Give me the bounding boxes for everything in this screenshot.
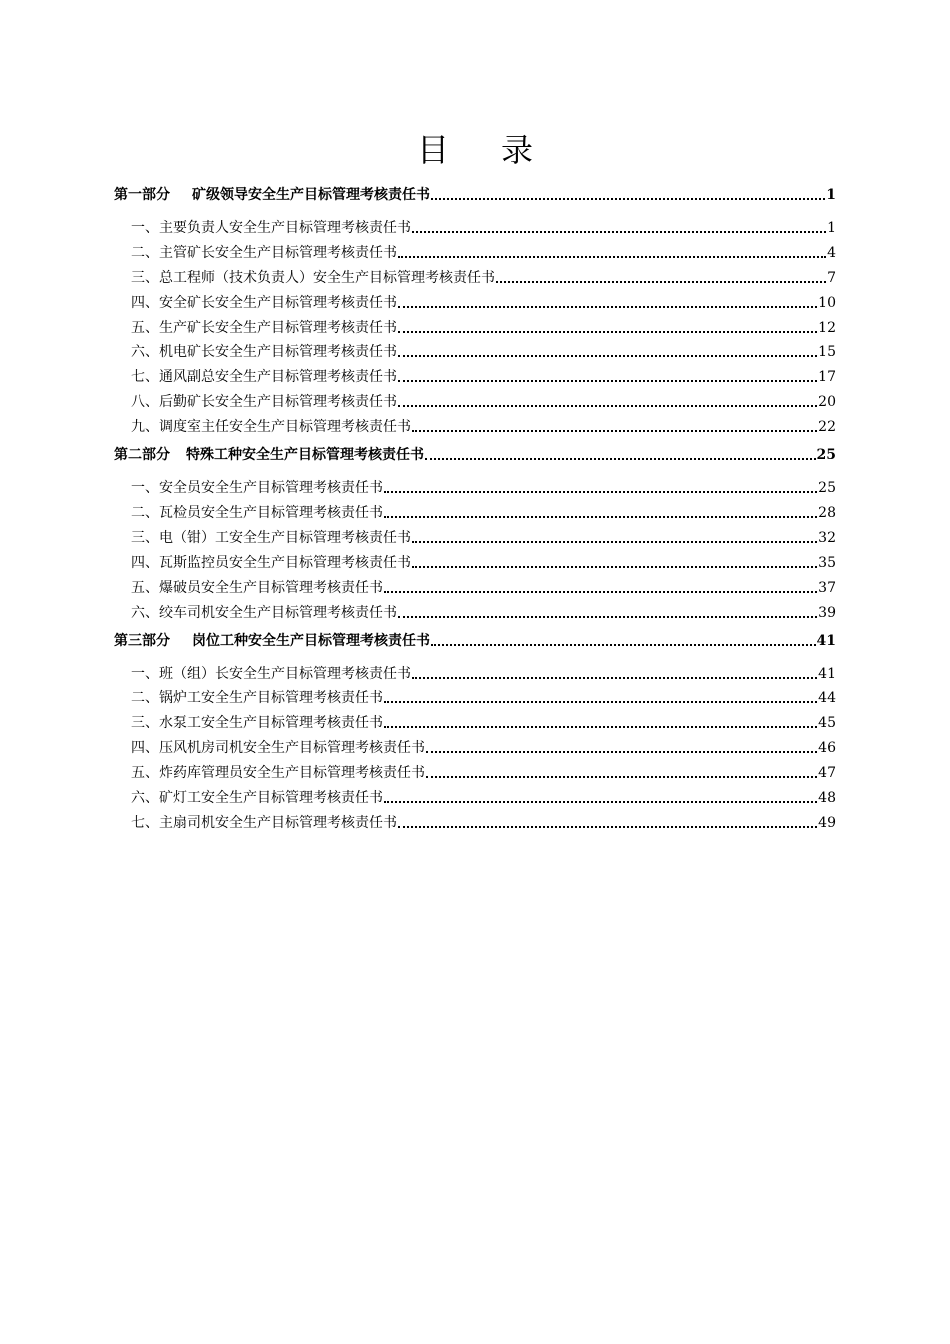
item-number: 二、 — [131, 505, 159, 522]
toc-item[interactable] — [114, 342, 836, 362]
page-number: 1 — [826, 187, 836, 203]
toc-item[interactable] — [114, 763, 836, 783]
toc-part-2[interactable] — [114, 445, 836, 465]
dot-leader — [398, 826, 817, 828]
toc-item[interactable] — [114, 738, 836, 758]
item-number: 七、 — [131, 369, 159, 386]
item-number: 二、 — [131, 244, 159, 261]
page-number: 17 — [818, 369, 836, 386]
item-title: 矿灯工安全生产目标管理考核责任书 — [159, 790, 383, 807]
dot-leader — [384, 801, 817, 803]
toc-item[interactable] — [114, 293, 836, 313]
item-title: 总工程师（技术负责人）安全生产目标管理考核责任书 — [159, 269, 495, 286]
dot-leader — [412, 231, 826, 233]
item-number: 四、 — [131, 740, 159, 757]
table-of-contents — [114, 183, 836, 838]
page-number: 48 — [818, 790, 836, 807]
item-title: 班（组）长安全生产目标管理考核责任书 — [159, 665, 411, 682]
item-title: 生产矿长安全生产目标管理考核责任书 — [159, 319, 397, 336]
dot-leader — [412, 541, 817, 543]
item-title: 锅炉工安全生产目标管理考核责任书 — [159, 690, 383, 707]
toc-item[interactable] — [114, 664, 836, 684]
page-number: 20 — [818, 394, 836, 411]
toc-item[interactable] — [114, 268, 836, 288]
page-number: 44 — [818, 690, 836, 707]
page-number: 39 — [818, 604, 836, 621]
item-title: 后勤矿长安全生产目标管理考核责任书 — [159, 394, 397, 411]
toc-item[interactable] — [114, 553, 836, 573]
item-title: 压风机房司机安全生产目标管理考核责任书 — [159, 740, 425, 757]
item-number: 六、 — [131, 790, 159, 807]
item-number: 五、 — [131, 319, 159, 336]
toc-item[interactable] — [114, 417, 836, 437]
dot-leader — [398, 405, 817, 407]
dot-leader — [398, 306, 817, 308]
item-number: 一、 — [131, 480, 159, 497]
dot-leader — [425, 458, 816, 460]
page-number: 46 — [818, 740, 836, 757]
toc-item[interactable] — [114, 713, 836, 733]
item-title: 水泵工安全生产目标管理考核责任书 — [159, 715, 383, 732]
page-number: 37 — [818, 579, 836, 596]
item-number: 六、 — [131, 604, 159, 621]
item-title: 绞车司机安全生产目标管理考核责任书 — [159, 604, 397, 621]
dot-leader — [384, 591, 817, 593]
page-number: 7 — [827, 269, 836, 286]
item-title: 瓦斯监控员安全生产目标管理考核责任书 — [159, 554, 411, 571]
part-title: 矿级领导安全生产目标管理考核责任书 — [192, 187, 430, 203]
dot-leader — [426, 776, 817, 778]
item-number: 九、 — [131, 419, 159, 436]
toc-item[interactable] — [114, 243, 836, 263]
item-number: 三、 — [131, 715, 159, 732]
page-number: 15 — [818, 344, 836, 361]
page-number: 32 — [818, 529, 836, 546]
toc-item[interactable] — [114, 318, 836, 338]
dot-leader — [384, 491, 817, 493]
item-title: 主管矿长安全生产目标管理考核责任书 — [159, 244, 397, 261]
toc-part-1[interactable] — [114, 185, 836, 205]
dot-leader — [412, 566, 817, 568]
dot-leader — [398, 256, 826, 258]
page-number: 12 — [818, 319, 836, 336]
dot-leader — [431, 198, 825, 200]
toc-item[interactable] — [114, 218, 836, 238]
item-title: 通风副总安全生产目标管理考核责任书 — [159, 369, 397, 386]
page-number: 47 — [818, 765, 836, 782]
page-number: 22 — [818, 419, 836, 436]
item-title: 安全矿长安全生产目标管理考核责任书 — [159, 294, 397, 311]
item-number: 五、 — [131, 579, 159, 596]
part-title: 特殊工种安全生产目标管理考核责任书 — [186, 447, 424, 464]
item-number: 五、 — [131, 765, 159, 782]
item-title: 瓦检员安全生产目标管理考核责任书 — [159, 505, 383, 522]
item-title: 调度室主任安全生产目标管理考核责任书 — [159, 419, 411, 436]
item-title: 炸药库管理员安全生产目标管理考核责任书 — [159, 765, 425, 782]
part-label: 第一部分 — [114, 187, 170, 203]
toc-item[interactable] — [114, 813, 836, 833]
item-number: 一、 — [131, 665, 159, 682]
page-number: 1 — [827, 220, 836, 236]
item-number: 三、 — [131, 529, 159, 546]
toc-item[interactable] — [114, 788, 836, 808]
toc-title: 目录 — [416, 131, 585, 169]
item-title: 爆破员安全生产目标管理考核责任书 — [159, 579, 383, 596]
dot-leader — [431, 644, 816, 646]
item-number: 四、 — [131, 294, 159, 311]
item-title: 主扇司机安全生产目标管理考核责任书 — [159, 814, 397, 831]
part-label: 第三部分 — [114, 632, 170, 649]
part-title: 岗位工种安全生产目标管理考核责任书 — [192, 632, 430, 649]
toc-item[interactable] — [114, 688, 836, 708]
item-number: 四、 — [131, 554, 159, 571]
item-title: 安全员安全生产目标管理考核责任书 — [159, 480, 383, 497]
dot-leader — [384, 701, 817, 703]
page-number: 49 — [818, 814, 836, 831]
item-number: 八、 — [131, 394, 159, 411]
dot-leader — [398, 331, 817, 333]
item-number: 七、 — [131, 814, 159, 831]
dot-leader — [398, 380, 817, 382]
dot-leader — [384, 516, 817, 518]
toc-item[interactable] — [114, 392, 836, 412]
dot-leader — [384, 726, 817, 728]
toc-item[interactable] — [114, 503, 836, 523]
toc-item[interactable] — [114, 478, 836, 498]
item-number: 六、 — [131, 344, 159, 361]
part-label: 第二部分 — [114, 447, 170, 464]
page-number: 41 — [816, 632, 836, 649]
toc-item[interactable] — [114, 528, 836, 548]
page-number: 28 — [818, 505, 836, 522]
toc-item[interactable] — [114, 578, 836, 598]
page-number: 10 — [818, 294, 836, 311]
page-number: 41 — [818, 665, 836, 682]
dot-leader — [398, 616, 817, 618]
page-number: 45 — [818, 715, 836, 732]
dot-leader — [412, 430, 817, 432]
dot-leader — [426, 751, 817, 753]
item-number: 三、 — [131, 269, 159, 286]
item-title: 电（钳）工安全生产目标管理考核责任书 — [159, 529, 411, 546]
toc-item[interactable] — [114, 603, 836, 623]
item-title: 机电矿长安全生产目标管理考核责任书 — [159, 344, 397, 361]
item-number: 二、 — [131, 690, 159, 707]
dot-leader — [398, 355, 817, 357]
page-number: 25 — [816, 447, 836, 464]
toc-item[interactable] — [114, 367, 836, 387]
dot-leader — [496, 281, 826, 283]
item-number: 一、 — [131, 220, 159, 236]
toc-part-3[interactable] — [114, 631, 836, 651]
item-title: 主要负责人安全生产目标管理考核责任书 — [159, 220, 411, 236]
page-number: 25 — [818, 480, 836, 497]
page-number: 35 — [818, 554, 836, 571]
page-number: 4 — [827, 244, 836, 261]
dot-leader — [412, 677, 817, 679]
